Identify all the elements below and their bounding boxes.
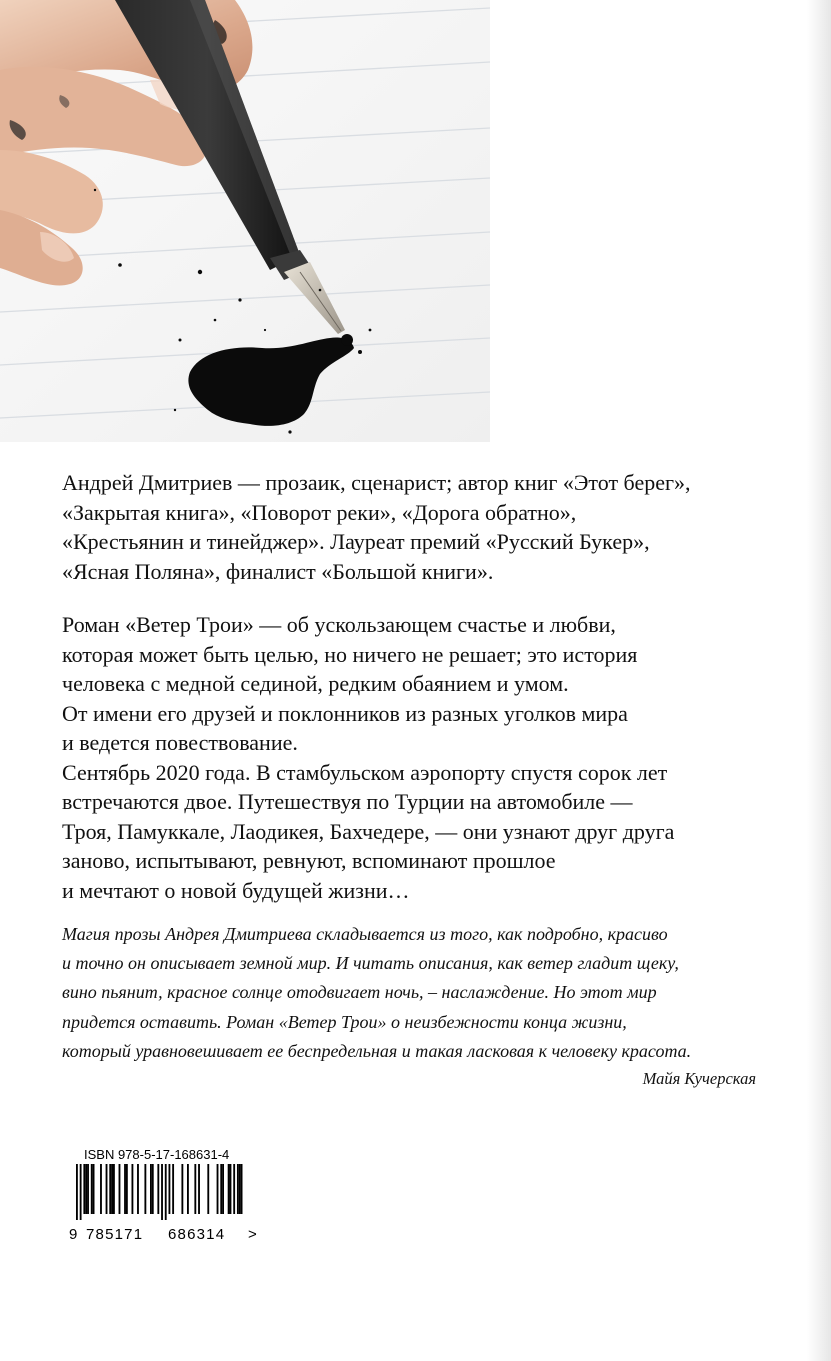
barcode-bar xyxy=(109,1164,111,1214)
barcode-bar xyxy=(119,1164,121,1214)
barcode-first-digit: 9 xyxy=(69,1226,78,1243)
barcode-bar xyxy=(137,1164,139,1214)
annotation-line: заново, испытывают, ревнуют, вспоминают прошлое xyxy=(62,848,556,873)
barcode-bar xyxy=(152,1164,154,1214)
isbn-barcode xyxy=(66,1164,246,1224)
annotation-line: От имени его друзей и поклонников из разных уголков мира xyxy=(62,700,628,726)
barcode-bar xyxy=(161,1164,163,1220)
barcode-bar xyxy=(85,1164,87,1214)
annotation-line: Сентябрь 2020 года. В стамбульском аэропорту спустя сорок лет xyxy=(62,759,668,785)
barcode-bar xyxy=(220,1164,222,1214)
barcode-bar xyxy=(150,1164,152,1214)
cover-photo-hand-pen-ink xyxy=(0,0,490,442)
barcode-bar xyxy=(239,1164,241,1214)
barcode-bar xyxy=(230,1164,232,1214)
barcode-bar xyxy=(80,1164,82,1220)
barcode-bar xyxy=(144,1164,146,1214)
annotation-line: Роман «Ветер Трои» — об ускользающем счастье и любви, xyxy=(62,612,616,637)
barcode-bar xyxy=(181,1164,183,1214)
barcode-bar xyxy=(132,1164,134,1214)
author-bio-line: «Крестьянин и тинейджер». Лауреат премий «Русский Букер», xyxy=(62,529,650,554)
author-bio-line: «Ясная Поляна», финалист «Большой книги». xyxy=(62,558,494,584)
quote-line: который уравновешивает ее беспредельная и такая ласковая к человеку красота. xyxy=(62,1040,692,1061)
barcode-bar xyxy=(124,1164,126,1214)
barcode-bar xyxy=(111,1164,113,1214)
quote-line: и точно он описывает земной мир. И читать описания, как ветер гладит щеку, xyxy=(62,953,679,974)
annotation-line: встречаются двое. Путешествуя по Турции на автомобиле — xyxy=(62,789,633,814)
quote-line: придется оставить. Роман «Ветер Трои» о неизбежности конца жизни, xyxy=(62,1011,627,1032)
barcode-bar xyxy=(187,1164,189,1214)
barcode-bar xyxy=(207,1164,209,1214)
quote-line: Магия прозы Андрея Дмитриева складывается из того, как подробно, красиво xyxy=(62,924,668,944)
barcode-bar xyxy=(169,1164,171,1214)
barcode-bar xyxy=(91,1164,93,1214)
barcode-bar xyxy=(194,1164,196,1214)
barcode-bar xyxy=(233,1164,235,1214)
barcode-bar xyxy=(113,1164,115,1214)
barcode-bar xyxy=(76,1164,78,1220)
barcode-right-digits: 686314 xyxy=(168,1226,226,1243)
barcode-bar xyxy=(100,1164,102,1214)
isbn-label: ISBN 978-5-17-168631-4 xyxy=(84,1147,230,1162)
barcode-bar xyxy=(217,1164,219,1214)
annotation-line: человека с медной сединой, редким обаянием и умом. xyxy=(62,671,569,696)
book-annotation xyxy=(62,610,792,905)
barcode-bar xyxy=(157,1164,159,1214)
barcode-bar xyxy=(222,1164,224,1214)
page-edge-shadow xyxy=(807,0,831,1361)
barcode-bar xyxy=(228,1164,230,1214)
barcode-left-digits: 785171 xyxy=(86,1226,144,1243)
author-bio-line: Андрей Дмитриев — прозаик, сценарист; автор книг «Этот берег», xyxy=(62,470,691,495)
barcode-bar xyxy=(241,1164,243,1214)
barcode-bar xyxy=(126,1164,128,1214)
barcode-bar xyxy=(93,1164,95,1214)
barcode-bar xyxy=(172,1164,174,1214)
annotation-line: которая может быть целью, но ничего не решает; это история xyxy=(62,641,638,667)
barcode-bar xyxy=(106,1164,108,1214)
barcode-bar xyxy=(198,1164,200,1214)
barcode-bar xyxy=(237,1164,239,1214)
annotation-line: Троя, Памуккале, Лаодикея, Бахчедере, — они узнают друг друга xyxy=(62,818,675,844)
author-bio xyxy=(62,468,792,586)
barcode-quiet-zone-mark: > xyxy=(248,1226,257,1243)
barcode-bar xyxy=(165,1164,167,1220)
barcode-bar xyxy=(83,1164,85,1214)
annotation-line: и ведется повествование. xyxy=(62,730,298,755)
author-bio-line: «Закрытая книга», «Поворот реки», «Дорога обратно», xyxy=(62,499,577,525)
quote-attribution: Майя Кучерская xyxy=(642,1069,756,1088)
barcode-bar xyxy=(87,1164,89,1214)
quote-line: вино пьянит, красное солнце отодвигает ночь, – наслаждение. Но этот мир xyxy=(62,982,657,1003)
annotation-line: и мечтают о новой будущей жизни… xyxy=(62,877,410,903)
review-quote xyxy=(62,920,762,1066)
